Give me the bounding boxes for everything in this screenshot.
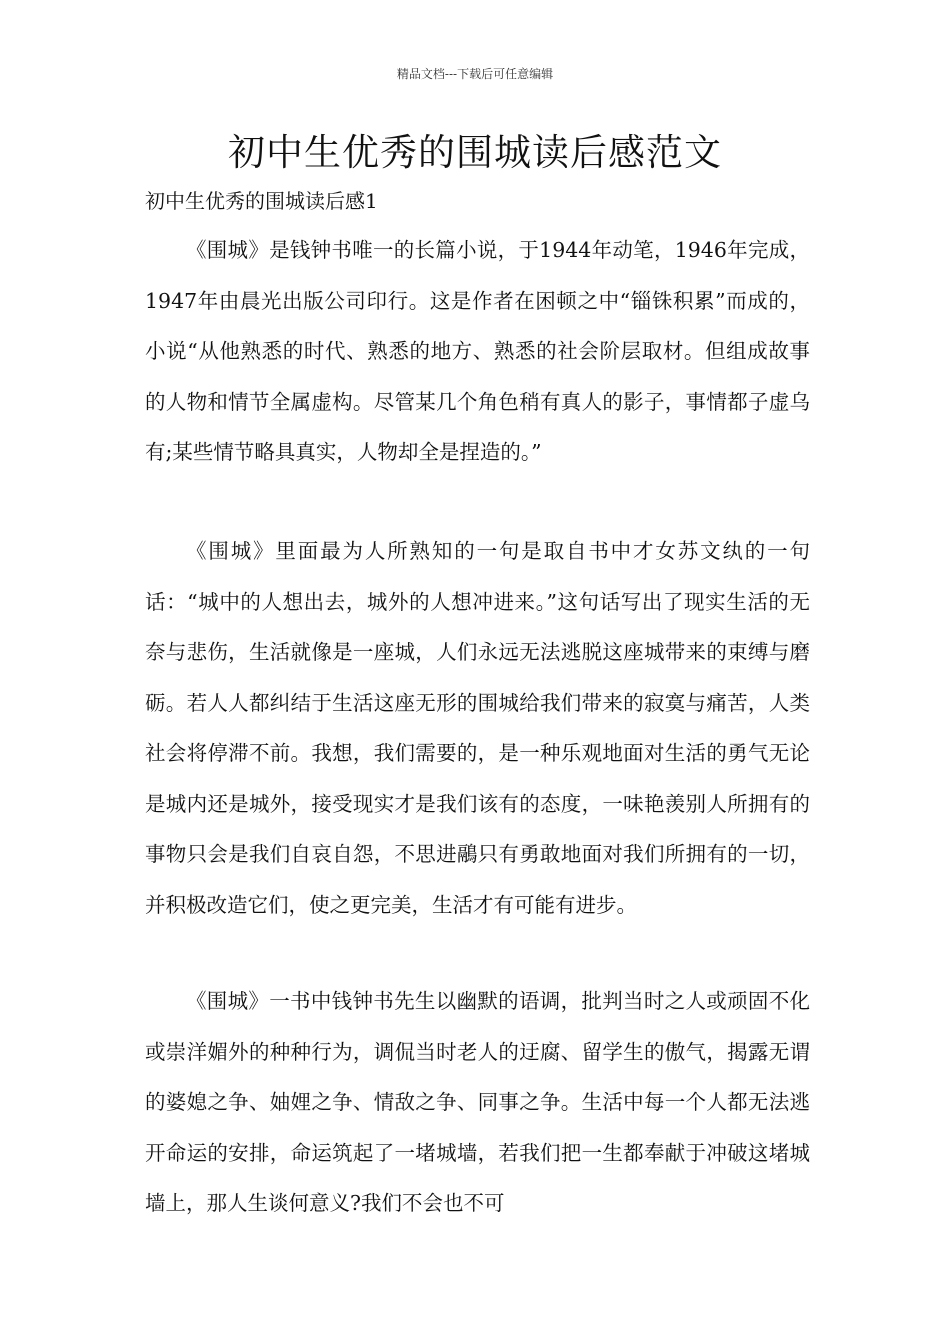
document-title: 初中生优秀的围城读后感范文 [228,131,722,174]
paragraph-1: 《围城》是钱钟书唯一的长篇小说，于1944年动笔，1946年完成，1947年由晨光出版公司印行。这是作者在困顿之中“锱铢积累”而成的，小说“从他熟悉的时代、熟悉的地方、熟悉的社会阶层取材。但组成故事的人物和情节全属虚构。尽管某几个角色稍有真人的影子，事情都子虚乌有;某些情节略具真实，人物却全是捏造的。” [145,238,810,464]
page-header: 精品文档---下载后可任意编辑 [396,67,554,81]
paragraph-2: 《围城》里面最为人所熟知的一句是取自书中才女苏文纨的一句话：“城中的人想出去，城外的人想冲进来。”这句话写出了现实生活的无奈与悲伤，生活就像是一座城，人们永远无法逃脱这座城带来的束缚与磨砺。若人人都纠结于生活这座无形的围城给我们带来的寂寞与痛苦，人类社会将停滞不前。我想，我们需要的，是一种乐观地面对生活的勇气无论是城内还是城外，接受现实才是我们该有的态度，一味艳羡别人所拥有的事物只会是我们自哀自怨，不思进鷊只有勇敢地面对我们所拥有的一切，并积极改造它们，使之更完美，生活才有可能有进步。 [145,539,810,917]
paragraph-3: 《围城》一书中钱钟书先生以幽默的语调，批判当时之人或顽固不化或崇洋媚外的种种行为，调侃当时老人的迂腐、留学生的傲气，揭露无谓的婆媳之争、妯娌之争、情敌之争、同事之争。生活中每一个人都无法逃开命运的安排，命运筑起了一堵城墙，若我们把一生都奉献于冲破这堵城墙上，那人生谈何意义?我们不会也不可 [145,989,810,1215]
section-heading: 初中生优秀的围城读后感1 [145,189,378,213]
